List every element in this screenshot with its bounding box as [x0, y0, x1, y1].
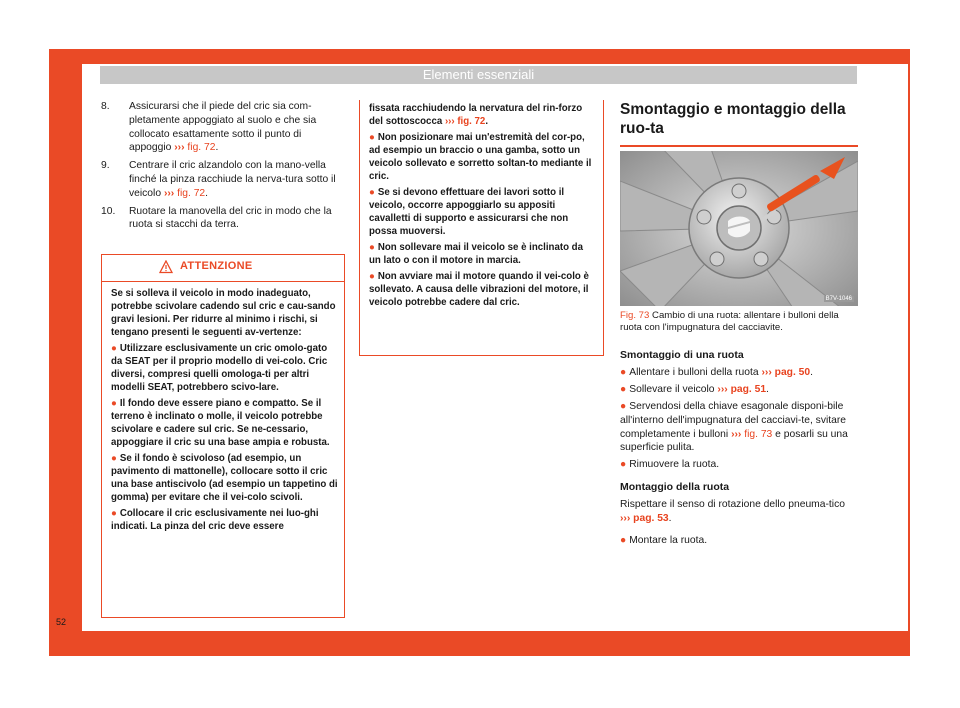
step-item	[101, 159, 345, 200]
warning-bullet-text: Non sollevare mai il veicolo se è inclinato da un lato o con il motore in marcia.	[369, 242, 583, 266]
list-item-suffix: .	[766, 383, 769, 395]
ref-label: fig. 72	[177, 187, 206, 199]
warning-bullet-text: Collocare il cric esclusivamente nei luo-ghi indicati. La pinza del cric deve essere	[111, 508, 319, 532]
warning-bullet	[111, 507, 338, 533]
warning-intro: Se si solleva il veicolo in modo inadeguato, potrebbe scivolare cadendo sul cric e cau-sando gravi lesioni. Per ridurre al minimo i rischi, si tengano presenti le seguenti av-vertenze:	[111, 288, 336, 338]
cross-reference-link[interactable]	[717, 384, 766, 395]
warning-triangle-icon	[159, 260, 173, 274]
bullet-icon: ●	[369, 187, 375, 198]
step-suffix: .	[205, 187, 209, 199]
section-title: Smontaggio e montaggio della ruo-ta	[620, 101, 846, 137]
cross-reference-link[interactable]	[445, 116, 485, 127]
warning-bullet-text: Non posizionare mai un'estremità del cor-po, ad esempio un braccio o una gamba, sotto un veicolo sollevato e sorretto soltan-to mediante il cric.	[369, 132, 592, 182]
list-item	[620, 400, 858, 456]
warning-bullet	[369, 186, 597, 238]
bullet-icon: ●	[111, 398, 117, 409]
warning-continued-first: fissata racchiudendo la nervatura del rin-forzo del sottoscocca ››› fig. 72.	[369, 103, 583, 127]
warning-box-continued	[359, 100, 604, 356]
warning-continued-text: fissata racchiudendo la nervatura del rin-forzo del sottoscocca	[369, 103, 583, 127]
bullet-icon: ●	[369, 242, 375, 253]
cross-reference-link[interactable]	[620, 513, 669, 524]
list-item	[620, 383, 858, 397]
warning-bullet-text: Utilizzare esclusivamente un cric omolo-gato da SEAT per il proprio modello di vei-colo. Cric diversi, compresi quelli omologa-ti per altri modelli SEAT, potrebbero scivo-lare.	[111, 343, 328, 393]
list-item-text: Servendosi della chiave esagonale disponi-bile all'interno dell'impugnatura del cacciavi-te, svitare completamente i bulloni	[620, 400, 846, 440]
warning-bullet	[111, 397, 338, 449]
list-item	[620, 366, 858, 380]
cross-reference-link[interactable]	[731, 429, 772, 440]
procedure-column	[620, 349, 858, 551]
step-item	[101, 205, 345, 233]
figure-caption	[620, 310, 858, 334]
ref-label: fig. 72	[187, 142, 216, 154]
bullet-icon: ●	[620, 366, 627, 378]
paragraph-text: Rispettare il senso di rotazione dello pneuma-tico	[620, 499, 845, 511]
warning-body	[102, 282, 344, 533]
bullet-icon: ●	[369, 271, 375, 282]
warning-bullet	[111, 342, 338, 394]
list-item-text: Montare la ruota.	[629, 534, 708, 546]
ref-label: fig. 73	[744, 428, 773, 440]
warning-bullet	[111, 452, 338, 504]
subheading-montaggio: Montaggio della ruota	[620, 481, 730, 494]
figure-code: B7V-1046	[825, 296, 852, 302]
list-item-text: Rimuovere la ruota.	[629, 459, 720, 471]
figure-number: Fig. 73	[620, 310, 650, 321]
step-text: Centrare il cric alzandolo con la mano-vella finché la pinza racchiude la nerva-tura sotto il veicolo	[129, 160, 336, 199]
bullet-icon: ●	[620, 400, 627, 412]
bullet-icon: ●	[620, 383, 627, 395]
warning-bullet	[369, 270, 597, 309]
warning-bullet	[369, 131, 597, 183]
list-item-text: Allentare i bulloni della ruota	[629, 366, 759, 378]
bullet-icon: ●	[369, 132, 375, 143]
cross-reference-link[interactable]	[164, 188, 205, 199]
warning-bullet-text: Se il fondo è scivoloso (ad esempio, un pavimento di mattonelle), collocare sotto il cric una base antiscivolo (ad esempio un tappetino di gomma) per evitare che il vei-colo scivoli.	[111, 453, 338, 503]
step-text: Ruotare la manovella del cric in modo che la ruota si stacchi da terra.	[129, 205, 332, 231]
list-item-suffix: .	[810, 366, 814, 378]
arrow-icon: ›››	[174, 142, 185, 154]
bullet-icon: ●	[111, 343, 117, 354]
arrow-icon: ›››	[731, 428, 742, 440]
cross-reference-link[interactable]	[761, 367, 810, 378]
steps-list	[101, 100, 345, 232]
warning-continued-body	[360, 100, 603, 309]
step-number: 9.	[101, 160, 110, 172]
cross-reference-link[interactable]	[174, 142, 215, 153]
bullet-icon: ●	[620, 534, 627, 546]
arrow-icon: ›››	[761, 366, 772, 378]
ref-label: pag. 53	[633, 513, 669, 525]
subheading-smontaggio: Smontaggio di una ruota	[620, 349, 744, 361]
warning-box	[101, 254, 345, 618]
ref-label: pag. 51	[730, 383, 767, 395]
warning-bullet-text: Non avviare mai il motore quando il vei-colo è sollevato. A causa delle vibrazioni del motore, il veicolo potrebbe cadere dal cric.	[369, 271, 589, 308]
list-item	[620, 458, 858, 472]
figure-wheel-image	[620, 151, 858, 306]
paragraph: Rispettare il senso di rotazione dello pneuma-tico ››› pag. 53.	[620, 499, 845, 525]
bullet-icon: ●	[111, 453, 117, 464]
section-heading-block	[620, 100, 858, 147]
bullet-icon: ●	[111, 508, 117, 519]
bullet-icon: ●	[620, 459, 627, 471]
list-item-suffix: e posarli su una superficie pulita.	[620, 428, 848, 454]
page-number: 52	[56, 617, 67, 627]
warning-bullet-text: Il fondo deve essere piano e compatto. Se il terreno è inclinato o molle, il veicolo potrebbe scivolare e cadere sul cric. Se ne-cessario, appoggiare il cric su una base ampia e robusta.	[111, 398, 330, 448]
section-divider	[620, 145, 858, 147]
step-number: 8.	[101, 101, 110, 112]
list-item-text: Sollevare il veicolo	[629, 383, 715, 395]
steps-column	[101, 100, 345, 236]
step-number: 10.	[101, 205, 116, 217]
figure-caption-text: Cambio di una ruota: allentare i bulloni della ruota con l'impugnatura del cacciavite.	[620, 310, 839, 333]
arrow-icon: ›››	[444, 116, 455, 127]
list-item	[620, 534, 858, 548]
step-text: Assicurarsi che il piede del cric sia com-pletamente appoggiato al suolo e che sia collocato esattamente sotto il punto di appoggio	[129, 101, 317, 154]
arrow-icon: ›››	[620, 513, 631, 525]
warning-title: ATTENZIONE	[180, 260, 253, 272]
page-header: Elementi essenziali	[100, 66, 857, 84]
step-item	[101, 100, 345, 155]
ref-label: pag. 50	[774, 366, 811, 378]
arrow-icon: ›››	[717, 383, 728, 395]
wheel-illustration	[620, 151, 858, 306]
ref-label: fig. 72	[457, 116, 486, 127]
warning-bullet-text: Se si devono effettuare dei lavori sotto il veicolo, occorre appoggiarlo su appositi cavalletti di supporto e assicurarsi che non possa muoversi.	[369, 187, 569, 237]
warning-bullet	[369, 241, 597, 267]
step-suffix: .	[215, 142, 219, 154]
warning-header	[102, 255, 344, 282]
arrow-icon: ›››	[163, 187, 175, 199]
